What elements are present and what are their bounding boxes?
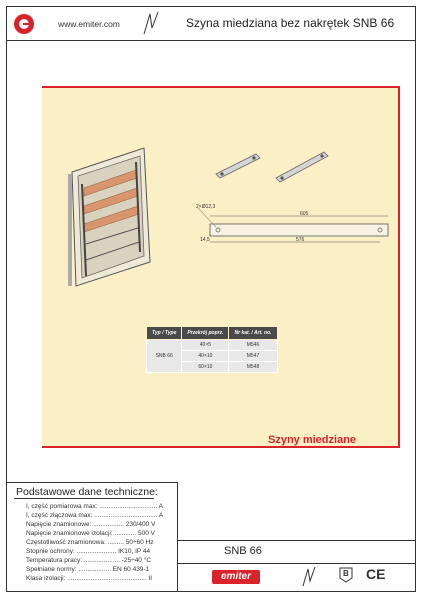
spec-row: Stopnie ochrony: ...................... IK10, IP 44 <box>26 548 151 555</box>
enclosure-illustration <box>66 144 156 288</box>
red-border-right <box>398 86 400 448</box>
spec-row: Temperatura pracy: .................... -25÷40 °C <box>26 557 152 564</box>
spec-row: Spełniane normy: .................. EN 60 439-1 <box>26 566 150 573</box>
specs-title: Podstawowe dane techniczne: <box>16 486 158 498</box>
busbar-dimension-drawing <box>194 200 396 252</box>
website-link[interactable]: www.emiter.com <box>58 19 120 29</box>
product-name-box <box>178 540 416 564</box>
table-cell-section: 60×10 <box>182 362 229 373</box>
table-cell-art-no: M547 <box>229 351 277 362</box>
red-border-top <box>42 86 400 88</box>
section-caption: Szyny miedziane <box>268 434 357 446</box>
red-border-bottom <box>42 446 400 448</box>
header-divider <box>6 40 416 41</box>
brand-name: emiter <box>220 571 251 582</box>
table-cell-art-no: M546 <box>229 340 277 351</box>
spec-row: I, część pomiarowa max: ................................ A <box>26 503 163 510</box>
table-cell-section: 40×5 <box>182 340 229 351</box>
spec-row: I, część złączowa max: ................................... A <box>26 512 164 519</box>
spec-row: Częstotliwość znamionowa: ......... 50÷60 Hz <box>26 539 154 546</box>
emiter-logo-icon <box>14 14 34 34</box>
dim-inner-label: 576 <box>296 237 305 243</box>
product-type-table <box>146 326 278 373</box>
table-header-section: Przekrój poprz. <box>182 327 229 340</box>
b-certificate-label: B <box>343 569 349 578</box>
busbars-illustration <box>212 148 332 188</box>
zigzag-icon <box>140 10 160 36</box>
dim-hole-label: 2×Ø12,3 <box>196 204 216 210</box>
table-header-type: Typ / Type <box>147 327 182 340</box>
dim-offset-label: 14,5 <box>200 237 210 243</box>
table-header-row <box>147 327 278 340</box>
dim-total-label: 605 <box>300 211 309 217</box>
table-row <box>147 340 278 351</box>
product-name: SNB 66 <box>224 545 262 557</box>
page-title: Szyna miedziana bez nakrętek SNB 66 <box>186 16 395 30</box>
table-cell-art-no: M548 <box>229 362 277 373</box>
table-cell-section: 40×10 <box>182 351 229 362</box>
specs-title-underline <box>14 498 154 499</box>
ce-mark-icon: CE <box>366 566 386 582</box>
spec-row: Napięcie znamionowe: ................. 230/400 V <box>26 521 156 528</box>
table-cell-type: SNB 66 <box>147 340 182 373</box>
spec-row: Napięcie znamionowe izolacji: ............ 500 V <box>26 530 155 537</box>
table-header-art-no: Nr kat. / Art. no. <box>229 327 277 340</box>
spec-row: Klasa izolacji: ............................................ II <box>26 575 153 582</box>
zigzag-icon <box>300 566 320 588</box>
